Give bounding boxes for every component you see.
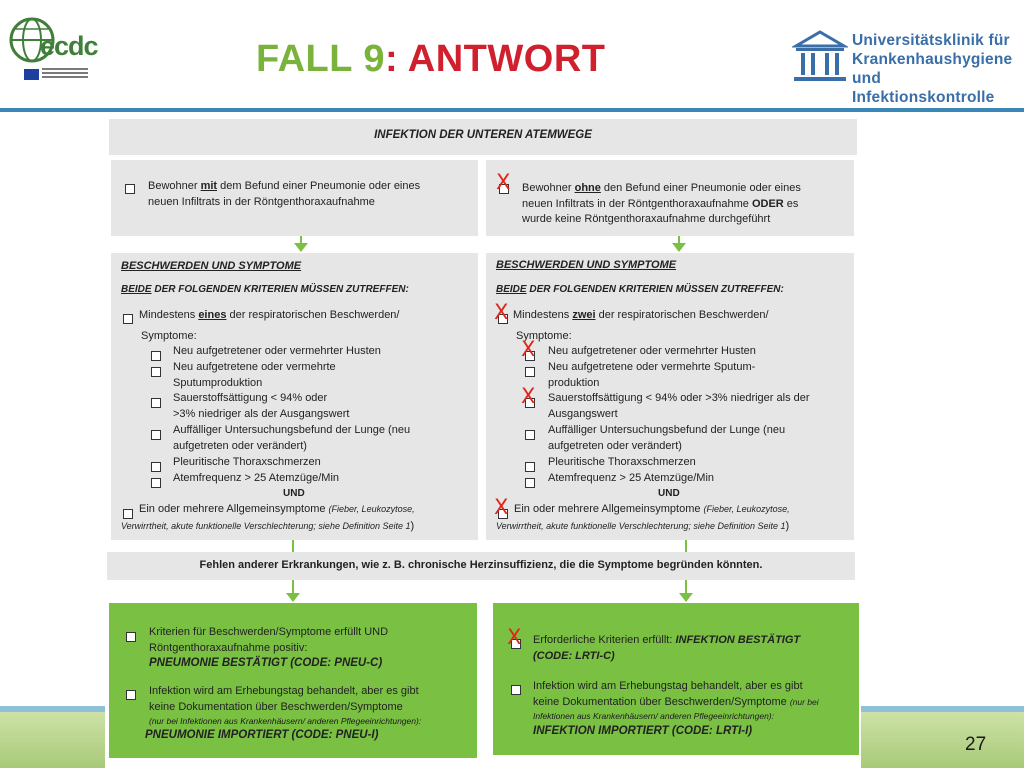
rt-post: den Befund einer Pneumonie oder eines: [600, 182, 801, 194]
checkbox-with-pneumonia[interactable]: [125, 180, 135, 198]
right-item-5: Pleuritische Thoraxschmerzen: [548, 456, 696, 468]
lt-post: dem Befund einer Pneumonie oder eines: [217, 180, 421, 192]
left-item-4b: aufgetreten oder verändert): [173, 440, 307, 452]
lm-c1-post: der respiratorischen Beschwerden/: [226, 309, 400, 321]
checkbox-lrti-c[interactable]: [507, 625, 522, 653]
checkbox-sputum[interactable]: [151, 363, 161, 381]
left-crit2: [139, 502, 479, 518]
left-symptoms-heading: BESCHWERDEN UND SYMPTOME: [121, 260, 302, 272]
left-item-2: Neu aufgetretene oder vermehrte: [173, 361, 336, 373]
right-item-4b: aufgetreten oder verändert): [548, 440, 682, 452]
checked-mark-icon: X: [507, 625, 522, 649]
checkbox-atemfrequenz-right[interactable]: [525, 474, 535, 492]
uk-line2: Krankenhaushygiene: [852, 51, 1013, 68]
lb-b2: keine Dokumentation über Beschwerden/Symptome: [149, 700, 403, 713]
arrow-down-icon: [286, 593, 300, 602]
rm-sub-key: BEIDE: [496, 284, 527, 295]
checkbox-lunge[interactable]: [151, 426, 161, 444]
right-both-criteria: [496, 282, 784, 298]
lrti-i-result: INFEKTION IMPORTIERT (CODE: LRTI-I): [533, 725, 753, 737]
lm-c2-close: ): [410, 520, 415, 532]
lrti-i-text: [533, 679, 853, 710]
checked-mark-icon: X: [521, 337, 536, 361]
left-item-5: Pleuritische Thoraxschmerzen: [173, 456, 321, 468]
pneu-i-text: [149, 684, 469, 715]
rb-a-pre: Erforderliche Kriterien erfüllt:: [533, 634, 676, 646]
lrti-c-result: (CODE: LRTI-C): [533, 650, 615, 662]
checkbox-lunge-right[interactable]: [525, 426, 535, 444]
right-und: UND: [658, 488, 680, 499]
left-item-6: Atemfrequenz > 25 Atemzüge/Min: [173, 472, 340, 484]
right-symptoms-heading: BESCHWERDEN UND SYMPTOME: [496, 259, 677, 271]
pneu-i-note: (nur bei Infektionen aus Krankenhäusern/ anderen Pflegeeinrichtungen):: [149, 716, 422, 726]
lrti-result-box: [493, 603, 859, 755]
right-item-4: Auffälliger Untersuchungsbefund der Lunge (neu: [548, 424, 786, 436]
pneumonia-result-box: [109, 603, 477, 758]
ecdc-wordmark: ecdc: [40, 31, 98, 61]
page-title: [256, 38, 605, 81]
left-item-3b: >3% niedriger als der Ausgangswert: [173, 408, 350, 420]
rt-line3: wurde keine Röntgenthoraxaufnahme durchgeführt: [522, 213, 771, 225]
checkbox-pneu-i[interactable]: [126, 686, 136, 704]
rb-a-key: INFEKTION BESTÄTIGT: [675, 634, 801, 646]
left-item-2b: Sputumproduktion: [173, 377, 263, 389]
checked-mark-icon: X: [521, 384, 536, 408]
right-top-text: [522, 181, 852, 228]
pneu-c-text: [149, 625, 469, 656]
lm-c2-l2: Verwirrtheit, akute funktionelle Verschlechterung; siehe Definition Seite 1: [121, 521, 411, 531]
checkbox-pneu-c[interactable]: [126, 628, 136, 646]
rt-line2-key: ODER: [751, 197, 784, 210]
left-both-criteria: [121, 282, 409, 298]
arrow-line: [292, 580, 294, 594]
checkbox-lrti-i[interactable]: [511, 681, 521, 699]
right-item-2: Neu aufgetretene oder vermehrte Sputum-: [548, 361, 756, 373]
left-top-text: [148, 179, 468, 210]
rm-c1-pre: Mindestens: [513, 309, 573, 321]
right-crit2: [514, 502, 854, 518]
checked-mark-icon: X: [494, 495, 509, 519]
left-symptoms-box: [111, 253, 478, 540]
checked-mark-icon: X: [494, 300, 509, 324]
arrow-down-icon: [672, 243, 686, 252]
top-title-box: [109, 119, 857, 155]
lt-key: mit: [200, 180, 218, 192]
exclusion-bar: [107, 552, 855, 580]
checkbox-sputum-right[interactable]: [525, 363, 535, 381]
checkbox-min-one[interactable]: [123, 310, 133, 328]
lm-c2-paren: (Fieber, Leukozytose,: [328, 504, 415, 514]
right-crit1-line2: Symptome:: [516, 330, 572, 342]
right-crit1: [513, 308, 843, 324]
rm-sub-rest: DER FOLGENDEN KRITERIEN MÜSSEN ZUTREFFEN:: [526, 284, 784, 295]
lrti-i-note: Infektionen aus Krankenhäusern/ anderen Pflegeeinrichtungen):: [533, 711, 775, 721]
arrow-line: [685, 580, 687, 594]
checkbox-sauerstoff-right[interactable]: [521, 384, 536, 412]
arrow-line: [292, 540, 294, 552]
right-item-6: Atemfrequenz > 25 Atemzüge/Min: [548, 472, 715, 484]
left-top-box: [111, 160, 478, 236]
pneu-i-result: PNEUMONIE IMPORTIERT (CODE: PNEU-I): [145, 729, 379, 741]
lb-a1: Kriterien für Beschwerden/Symptome erfüllt UND: [149, 626, 389, 638]
rt-line2-pre: neuen Infiltrats in der Röntgenthoraxaufnahme: [522, 197, 752, 210]
right-top-box: [486, 160, 854, 236]
lt-pre: Bewohner: [148, 180, 201, 192]
arrow-down-icon: [679, 593, 693, 602]
eu-flag-icon: [24, 69, 39, 80]
rb-b1: Infektion wird am Erhebungstag behandelt, aber es gibt: [533, 680, 803, 692]
lm-c1-pre: Mindestens: [139, 309, 199, 321]
left-crit2-line2: [121, 519, 481, 535]
rt-key: ohne: [574, 182, 601, 194]
left-crit1: [139, 308, 469, 324]
right-crit2-line2: [496, 519, 856, 535]
arrow-down-icon: [294, 243, 308, 252]
rm-c1-post: der respiratorischen Beschwerden/: [595, 309, 769, 321]
lm-c1-key: eines: [198, 309, 227, 321]
exclusion-text: Fehlen anderer Erkrankungen, wie z. B. chronische Herzinsuffizienz, die die Symptome begründen könnten.: [199, 559, 763, 571]
checkbox-without-pneumonia[interactable]: [496, 170, 511, 198]
uk-line1: Universitätsklinik für: [852, 32, 1010, 49]
left-crit1-line2: Symptome:: [141, 330, 197, 342]
right-item-2b: produktion: [548, 377, 600, 389]
left-item-4: Auffälliger Untersuchungsbefund der Lunge (neu: [173, 424, 411, 436]
rb-b2: keine Dokumentation über Beschwerden/Symptome: [533, 695, 787, 708]
rm-c2-close: ): [785, 520, 790, 532]
rm-c2-l2: Verwirrtheit, akute funktionelle Verschlechterung; siehe Definition Seite 1: [496, 521, 786, 531]
top-title: INFEKTION DER UNTEREN ATEMWEGE: [374, 129, 592, 141]
lb-a2: Röntgenthoraxaufnahme positiv:: [149, 641, 308, 654]
rm-c2-paren: (Fieber, Leukozytose,: [703, 504, 790, 514]
checkbox-sauerstoff[interactable]: [151, 394, 161, 412]
uk-line3: und Infektionskontrolle: [852, 70, 995, 106]
right-item-3b: Ausgangswert: [548, 408, 618, 420]
lb-b1: Infektion wird am Erhebungstag behandelt, aber es gibt: [149, 685, 419, 697]
rm-c1-key: zwei: [572, 309, 596, 321]
title-number: 9: [363, 38, 385, 80]
left-item-3: Sauerstoffsättigung < 94% oder: [173, 392, 328, 404]
university-building-icon: [792, 30, 848, 84]
lm-sub-key: BEIDE: [121, 284, 152, 295]
right-symptoms-box: [486, 253, 854, 540]
rm-c2: Ein oder mehrere Allgemeinsymptome: [514, 503, 701, 515]
left-und: UND: [283, 488, 305, 499]
lm-c2: Ein oder mehrere Allgemeinsymptome: [139, 503, 326, 515]
title-antwort: : ANTWORT: [385, 38, 606, 80]
checked-mark-icon: X: [496, 170, 511, 194]
lm-sub-rest: DER FOLGENDEN KRITERIEN MÜSSEN ZUTREFFEN:: [151, 284, 409, 295]
header-divider: [0, 108, 1024, 112]
title-fall: FALL: [256, 38, 364, 80]
rt-pre: Bewohner: [522, 182, 575, 194]
checkbox-min-two[interactable]: [494, 300, 509, 328]
arrow-line: [685, 540, 687, 552]
rb-b-note-inline: (nur bei: [789, 696, 819, 707]
ecdc-subtitle-lines: [42, 68, 88, 82]
page-number: 27: [965, 734, 987, 755]
pneu-c-result: PNEUMONIE BESTÄTIGT (CODE: PNEU-C): [149, 657, 383, 669]
lt-line2: neuen Infiltrats in der Röntgenthoraxaufnahme: [148, 195, 375, 208]
checkbox-atemfrequenz[interactable]: [151, 474, 161, 492]
university-logo-text: [852, 31, 1024, 107]
left-item-1: Neu aufgetretener oder vermehrter Husten: [173, 345, 381, 357]
rt-line2-post: es: [783, 197, 799, 210]
right-item-3: Sauerstoffsättigung < 94% oder >3% niedriger als der: [548, 392, 810, 404]
lrti-c-text: [533, 633, 853, 649]
right-item-1: Neu aufgetretener oder vermehrter Husten: [548, 345, 756, 357]
